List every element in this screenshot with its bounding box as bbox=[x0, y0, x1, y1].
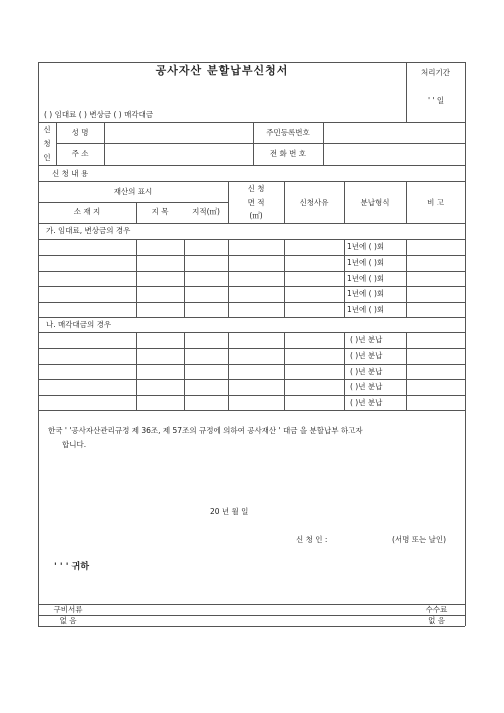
statement-line-2: 합니다. bbox=[62, 440, 87, 449]
application-type-options[interactable]: ( ) 임대료 ( ) 변상금 ( ) 매각대금 bbox=[44, 110, 154, 119]
rule bbox=[38, 122, 465, 123]
section-a-label: 가. 임대료, 변상금의 경우 bbox=[46, 226, 131, 235]
section-b-label: 나. 매각대금의 경우 bbox=[46, 320, 112, 329]
required-documents-label: 구비서류 bbox=[53, 605, 83, 614]
rule bbox=[38, 317, 465, 318]
fee-value: 없 음 bbox=[428, 616, 445, 625]
statement-line-1: 한국 ' '공사자산관리규정 제 36조, 제 57조의 규정에 의하여 공사재산 ' 대금 을 분할납부 하고자 bbox=[48, 426, 363, 435]
request-section-label: 신 청 내 용 bbox=[52, 169, 89, 178]
rule bbox=[38, 332, 465, 333]
rule bbox=[38, 239, 465, 240]
rule bbox=[38, 62, 465, 63]
border-right bbox=[465, 62, 466, 626]
application-date[interactable]: 20 년 월 일 bbox=[210, 507, 249, 516]
installment-type-header: 분납형식 bbox=[360, 198, 390, 207]
rule bbox=[38, 302, 465, 303]
rule bbox=[228, 332, 229, 410]
rule bbox=[344, 332, 345, 410]
resident-number-field[interactable] bbox=[324, 124, 464, 142]
processing-period-value: ' ' 일 bbox=[428, 96, 445, 105]
name-label: 성 명 bbox=[71, 128, 89, 137]
reason-header: 신청사유 bbox=[299, 198, 329, 207]
phone-number-field[interactable] bbox=[324, 145, 464, 164]
rule bbox=[38, 255, 465, 256]
installment-frequency-cell[interactable]: 1년에 ( )회 bbox=[347, 258, 385, 267]
fee-label: 수수료 bbox=[425, 605, 448, 614]
installment-frequency-cell[interactable]: 1년에 ( )회 bbox=[347, 305, 385, 314]
rule bbox=[406, 239, 407, 317]
required-documents-value: 없 음 bbox=[59, 616, 77, 625]
rule bbox=[38, 615, 465, 616]
name-field[interactable] bbox=[105, 124, 252, 142]
rule bbox=[406, 332, 407, 410]
address-label: 주 소 bbox=[71, 149, 89, 158]
rule bbox=[184, 239, 185, 317]
rule bbox=[38, 286, 465, 287]
rule bbox=[38, 626, 465, 627]
processing-period-label: 처리기간 bbox=[421, 68, 450, 77]
request-area-header-3: (㎡) bbox=[249, 211, 263, 220]
remarks-header: 비 고 bbox=[427, 198, 444, 207]
installment-years-cell[interactable]: ( )년 분납 bbox=[350, 382, 383, 391]
rule bbox=[38, 410, 465, 411]
resident-number-label: 주민등록번호 bbox=[266, 128, 310, 137]
installment-frequency-cell[interactable]: 1년에 ( )회 bbox=[347, 289, 385, 298]
rule bbox=[38, 181, 465, 182]
rule bbox=[38, 223, 465, 224]
rule bbox=[38, 604, 465, 605]
rule bbox=[284, 239, 285, 317]
request-area-header-1: 신 청 bbox=[247, 184, 265, 193]
rule bbox=[344, 239, 345, 317]
rule bbox=[38, 395, 465, 396]
location-header: 소 재 지 bbox=[73, 207, 101, 216]
form-title: 공사자산 분할납부신청서 bbox=[155, 64, 289, 77]
signature-note: (서명 또는 날인) bbox=[392, 535, 447, 544]
rule bbox=[284, 332, 285, 410]
phone-number-label: 전 화 번 호 bbox=[269, 149, 307, 158]
installment-years-cell[interactable]: ( )년 분납 bbox=[350, 335, 383, 344]
installment-frequency-cell[interactable]: 1년에 ( )회 bbox=[347, 274, 385, 283]
installment-frequency-cell[interactable]: 1년에 ( )회 bbox=[347, 242, 385, 251]
installment-years-cell[interactable]: ( )년 분납 bbox=[350, 351, 383, 360]
rule bbox=[228, 239, 229, 317]
property-display-header: 재산의 표시 bbox=[113, 187, 153, 196]
land-category-header: 지 목 bbox=[151, 207, 169, 216]
rule bbox=[38, 364, 465, 365]
rule bbox=[38, 379, 465, 380]
rule bbox=[136, 239, 137, 317]
applicant-signature-label: 신 청 인 : bbox=[296, 535, 328, 544]
rule bbox=[184, 332, 185, 410]
rule bbox=[38, 348, 465, 349]
installment-years-cell[interactable]: ( )년 분납 bbox=[350, 398, 383, 407]
address-field[interactable] bbox=[105, 145, 252, 164]
addressee: ' ' ' 귀하 bbox=[54, 562, 90, 572]
rule bbox=[38, 165, 465, 166]
rule bbox=[38, 271, 465, 272]
applicant-side-label-3: 인 bbox=[43, 153, 51, 162]
request-area-header-2: 면 적 bbox=[247, 198, 265, 207]
rule bbox=[38, 202, 228, 203]
rule bbox=[56, 143, 465, 144]
rule bbox=[136, 332, 137, 410]
applicant-side-label-1: 신 bbox=[43, 125, 51, 134]
installment-years-cell[interactable]: ( )년 분납 bbox=[350, 367, 383, 376]
applicant-side-label-2: 청 bbox=[43, 139, 51, 148]
land-area-header: 지적(㎡) bbox=[192, 207, 220, 216]
